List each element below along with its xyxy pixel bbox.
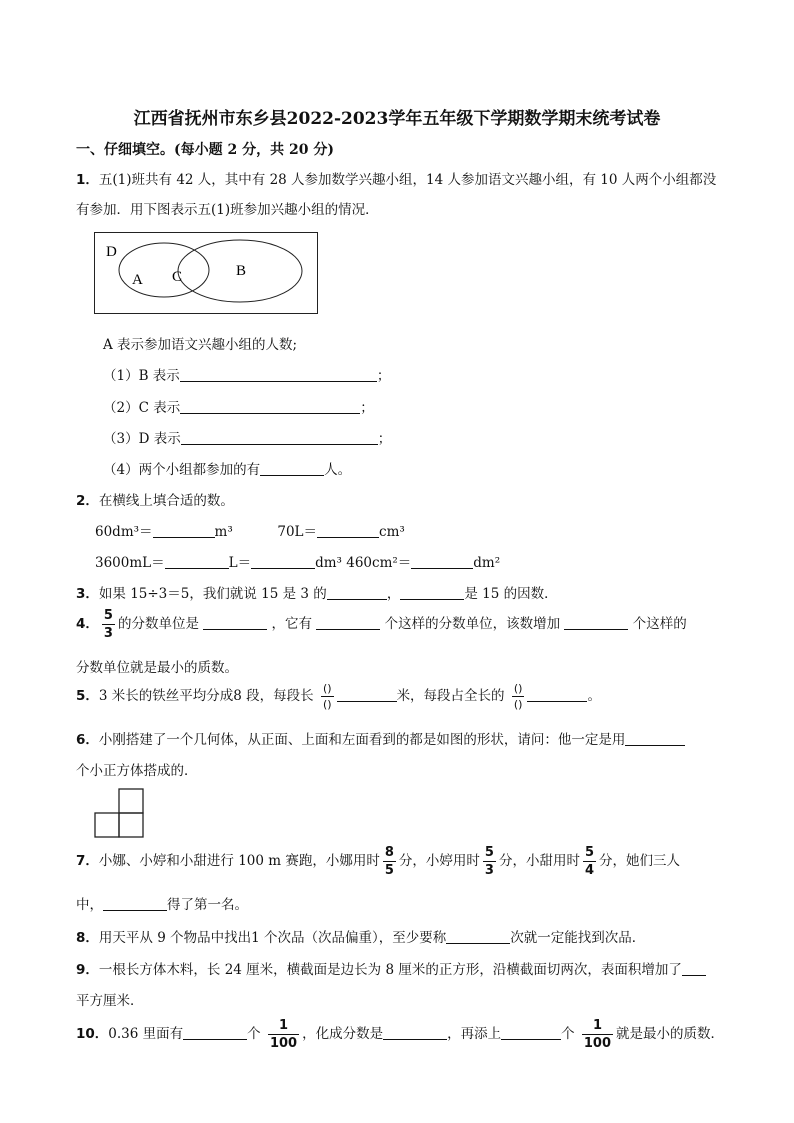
answer-blank[interactable] [411,554,473,569]
question-number: 7． [76,853,99,869]
punct: ， [386,586,401,602]
question-text: 分，小甜用时 [498,853,580,869]
answer-blank[interactable] [103,896,167,911]
question-10 [76,1019,724,1050]
fraction-5-3: $\frac{5}{3}$ [103,608,113,641]
question-text: ，它有 [271,616,313,632]
question-text: 得了第一名。 [167,897,248,913]
question-number: 2． [76,493,99,509]
fraction-blank[interactable]: $\frac{()}{()}$ [513,682,523,711]
venn-label-a: A [132,272,143,288]
q1-sub-3-label: （3）D 表示 [103,431,181,447]
fraction-5-4: $\frac{5}{4}$ [584,845,594,878]
q2-expr-1: 60dm³＝ [95,524,153,540]
venn-a-description: A 表示参加语文兴趣小组的人数; [103,337,298,353]
unit: dm² [473,555,501,571]
question-number: 6． [76,732,99,748]
question-6-line-2: 个小正方体搭成的． [76,763,198,779]
question-text: 0.36 里面有 [108,1026,184,1042]
answer-blank[interactable] [527,687,587,702]
venn-label-b: B [236,263,247,279]
question-text: 是 15 的因数． [464,586,558,602]
q2-expr-2: 70L＝ [277,524,318,540]
q1-sub-1-label: （1）B 表示 [103,368,180,384]
question-number: 10． [76,1026,109,1042]
answer-blank[interactable] [317,523,379,538]
answer-blank[interactable] [183,1025,247,1040]
question-number: 9． [76,962,99,978]
question-7-line-2 [76,893,248,913]
answer-blank[interactable] [180,367,377,382]
q1-sub-4-label: （4）两个小组都参加的有 [103,462,261,478]
question-text: 次就一定能找到次品． [510,930,646,946]
answer-blank[interactable] [251,554,315,569]
question-text: 用天平从 9 个物品中找出1 个次品（次品偏重），至少要称 [98,930,447,946]
answer-blank[interactable] [446,929,510,944]
unit: m³ [214,524,233,540]
question-text: 一根长方体木料，长 24 厘米，横截面是边长为 8 厘米的正方形，沿横截面切两次，表面积增加了 [98,962,682,978]
question-text: 个这样的 [632,616,687,632]
punct: ； [377,431,392,447]
question-number: 1． [76,172,99,188]
q2-row-2 [95,551,500,571]
question-4-line-2: 分数单位就是最小的质数。 [76,660,238,676]
question-3 [76,582,558,602]
unit: dm³ 460cm²＝ [315,555,412,571]
punct: ； [376,368,391,384]
question-text: 就是最小的质数． [616,1026,725,1042]
question-number: 8． [76,930,99,946]
question-number: 3． [76,586,99,602]
q2-row-1 [95,520,405,540]
question-text: 中， [76,897,103,913]
q1-sub-2 [103,396,374,416]
answer-blank[interactable] [400,585,464,600]
question-text: 小娜、小婷和小甜进行 100 m 赛跑，小娜用时 [98,853,380,869]
question-number: 5． [76,688,99,704]
question-text: 3 米长的铁丝平均分成8 段，每段长 [98,688,314,704]
answer-blank[interactable] [625,731,685,746]
question-4-line-1 [76,609,687,640]
question-2 [76,489,234,509]
question-text: 小刚搭建了一个几何体，从正面、上面和左面看到的都是如图的形状，请问：他一定是用 [98,732,626,748]
answer-blank[interactable] [316,615,380,630]
question-7-line-1 [76,846,680,877]
question-text: 米，每段占全长的 [396,688,505,704]
answer-blank[interactable] [383,1025,447,1040]
question-text: 个 [561,1026,575,1042]
answer-blank[interactable] [165,554,229,569]
q1-sub-1 [103,364,390,384]
answer-blank[interactable] [337,687,397,702]
q1-sub-4 [103,458,351,478]
question-9-line-1 [76,958,706,978]
question-text: 个这样的分数单位，该数增加 [384,616,561,632]
answer-blank[interactable] [501,1025,561,1040]
punct: 。 [587,688,601,704]
venn-ellipse-a [119,243,209,297]
fraction-1-100: $\frac{1}{100}$ [583,1018,612,1051]
question-text: ，再添上 [447,1026,502,1042]
cube-view-figure [94,788,146,840]
question-text: 分，她们三人 [599,853,680,869]
answer-blank[interactable] [181,430,378,445]
question-text: 个 [247,1026,261,1042]
unit: cm³ [379,524,405,540]
answer-blank[interactable] [327,585,387,600]
page-title: 江西省抚州市东乡县2022-2023学年五年级下学期数学期末统考试卷 [133,109,661,129]
q1-sub-3 [103,427,391,447]
fraction-8-5: $\frac{8}{5}$ [384,845,394,878]
answer-blank[interactable] [203,615,267,630]
venn-diagram [94,232,319,314]
q1-sub-2-label: （2）C 表示 [103,400,181,416]
fraction-1-100: $\frac{1}{100}$ [269,1018,298,1051]
question-text: 五(1)班共有 42 人，其中有 28 人参加数学兴趣小组，14 人参加语文兴趣小组，有 10 人两个小组都没 [98,172,717,188]
answer-blank[interactable] [153,523,215,538]
question-8 [76,926,645,946]
punct: ； [360,400,374,416]
question-number: 4． [76,616,99,632]
question-1-line-2: 有参加．用下图表示五(1)班参加兴趣小组的情况． [76,202,379,218]
question-text: 在横线上填合适的数。 [98,493,234,509]
question-1-line-1 [76,168,716,188]
section-heading: 一、仔细填空。(每小题 2 分，共 20 分) [76,142,334,158]
unit: L＝ [228,555,252,571]
question-5 [76,683,601,710]
answer-blank[interactable] [260,461,324,476]
punct: 人。 [324,462,352,478]
question-9-line-2: 平方厘米． [76,993,144,1009]
question-text: 如果 15÷3＝5，我们就说 15 是 3 的 [98,586,327,602]
question-text: 分，小婷用时 [398,853,480,869]
answer-blank[interactable] [564,615,628,630]
question-text: ，化成分数是 [302,1026,384,1042]
question-text: 的分数单位是 [117,616,199,632]
fraction-5-3: $\frac{5}{3}$ [484,845,494,878]
venn-label-d: D [106,244,117,260]
q2-expr-3: 3600mL＝ [95,555,165,571]
venn-label-c: C [172,269,183,285]
question-6-line-1 [76,728,685,748]
answer-blank[interactable] [180,399,360,414]
answer-blank[interactable] [682,961,706,976]
fraction-blank[interactable]: $\frac{()}{()}$ [322,682,332,711]
